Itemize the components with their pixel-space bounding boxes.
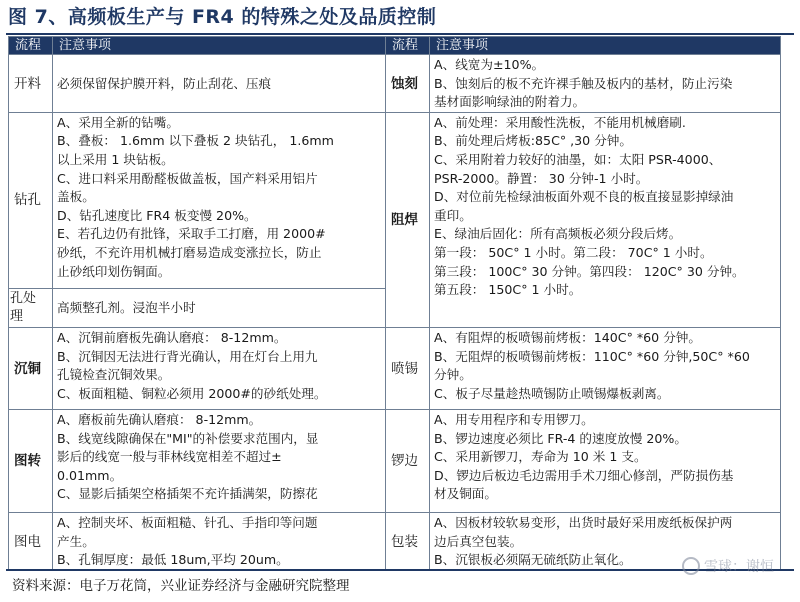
table-row [9,55,781,113]
source-divider [6,569,794,571]
table-row [9,327,781,409]
process-solder-mask: 阻焊 [386,112,430,327]
watermark [682,556,774,576]
table-row [9,409,781,512]
process-packaging: 包装 [386,512,430,570]
process-copper-deposition: 沉铜 [9,327,53,409]
process-routing: 锣边 [386,409,430,512]
notes-hole-treatment: 高频整孔剂。浸泡半小时 [53,288,386,327]
notes-routing: A、用专用程序和专用锣刀。 B、锣边速度必须比 FR-4 的速度放慢 20%。 C、采用新锣刀，寿命为 10 米 1 支。 D、锣边后板边毛边需用手术刀细心修剖，严防损伤基 材及铜面。 [430,409,781,512]
header-process-right: 流程 [386,37,430,55]
notes-pattern-plating: A、控制夹坏、板面粗糙、针孔、手指印等问题 产生。 B、孔铜厚度：最低 18um,平均 20um。 [53,512,386,570]
process-table [8,36,781,571]
source-note: 资料来源：电子万花筒，兴业证券经济与金融研究院整理 [12,578,350,594]
title-divider [6,33,794,35]
notes-pattern-transfer: A、磨板前先确认磨痕： 8-12mm。 B、线宽线隙确保在"MI"的补偿要求范围内，显 影后的线宽一般与菲林线宽相差不超过± 0.01mm。 C、显影后插架空格插架不充许插满架，防擦花 [53,409,386,512]
notes-hasl: A、有阻焊的板喷锡前烤板：140C° *60 分钟。 B、无阻焊的板喷锡前烤板：110C° *60 分钟,50C° *60 分钟。 C、板子尽量趁热喷锡防止喷锡爆板剥离。 [430,327,781,409]
header-process-left: 流程 [9,37,53,55]
table-header-row [9,37,781,55]
table-row [9,112,781,288]
notes-etching: A、线宽为±10%。 B、蚀刻后的板不充许裸手触及板内的基材，防止污染 基材面影响绿油的附着力。 [430,55,781,113]
snowball-icon [682,557,700,575]
notes-solder-mask: A、前处理：采用酸性洗板，不能用机械磨刷. B、前处理后烤板:85C° ,30 分钟。 C、采用附着力较好的油墨，如：太阳 PSR-4000、 PSR-2000。静置： 30 分钟-1 小时。 D、对位前先检绿油板面外观不良的板直接显影掉绿油 重印。 E、绿油后固化：所有高频板必须分段后烤。 第一段： 50C° 1 小时。第二段： 70C° 1 小时。 第三段： 100C° 30 分钟。第四段： 120C° 30 分钟。 第五段： 150C° 1 小时。 [430,112,781,327]
process-hole-treatment: 孔处理 [9,288,53,327]
process-pattern-plating: 图电 [9,512,53,570]
process-pattern-transfer: 图转 [9,409,53,512]
header-notes-left: 注意事项 [53,37,386,55]
notes-cutting: 必须保留保护膜开料，防止刮花、压痕 [53,55,386,113]
header-notes-right: 注意事项 [430,37,781,55]
process-etching: 蚀刻 [386,55,430,113]
process-drilling: 钻孔 [9,112,53,288]
process-hasl: 喷锡 [386,327,430,409]
notes-copper-deposition: A、沉铜前磨板先确认磨痕： 8-12mm。 B、沉铜因无法进行背光确认，用在灯台上用九 孔镜检查沉铜效果。 C、板面粗糙、铜粒必须用 2000#的砂纸处理。 [53,327,386,409]
figure-title: 图 7、高频板生产与 FR4 的特殊之处及品质控制 [8,6,437,28]
process-cutting: 开料 [9,55,53,113]
table-row [9,512,781,570]
notes-drilling: A、采用全新的钻嘴。 B、叠板： 1.6mm 以下叠板 2 块钻孔， 1.6mm 以上采用 1 块钻板。 C、进口料采用酚醛板做盖板，国产料采用铝片 盖板。 D、钻孔速度比 FR4 板变慢 20%。 E、若孔边仍有批锋，采取手工打磨，用 2000# 砂纸，不充许用机械打磨易造成变涨拉长，防止 止砂纸印划伤铜面。 [53,112,386,288]
notes-packaging: A、因板材较软易变形，出货时最好采用废纸板保护两 边后真空包装。 B、沉银板必须隔无硫纸防止氧化。 [430,512,781,570]
watermark-text: 雪球：谢恒 [704,559,774,575]
